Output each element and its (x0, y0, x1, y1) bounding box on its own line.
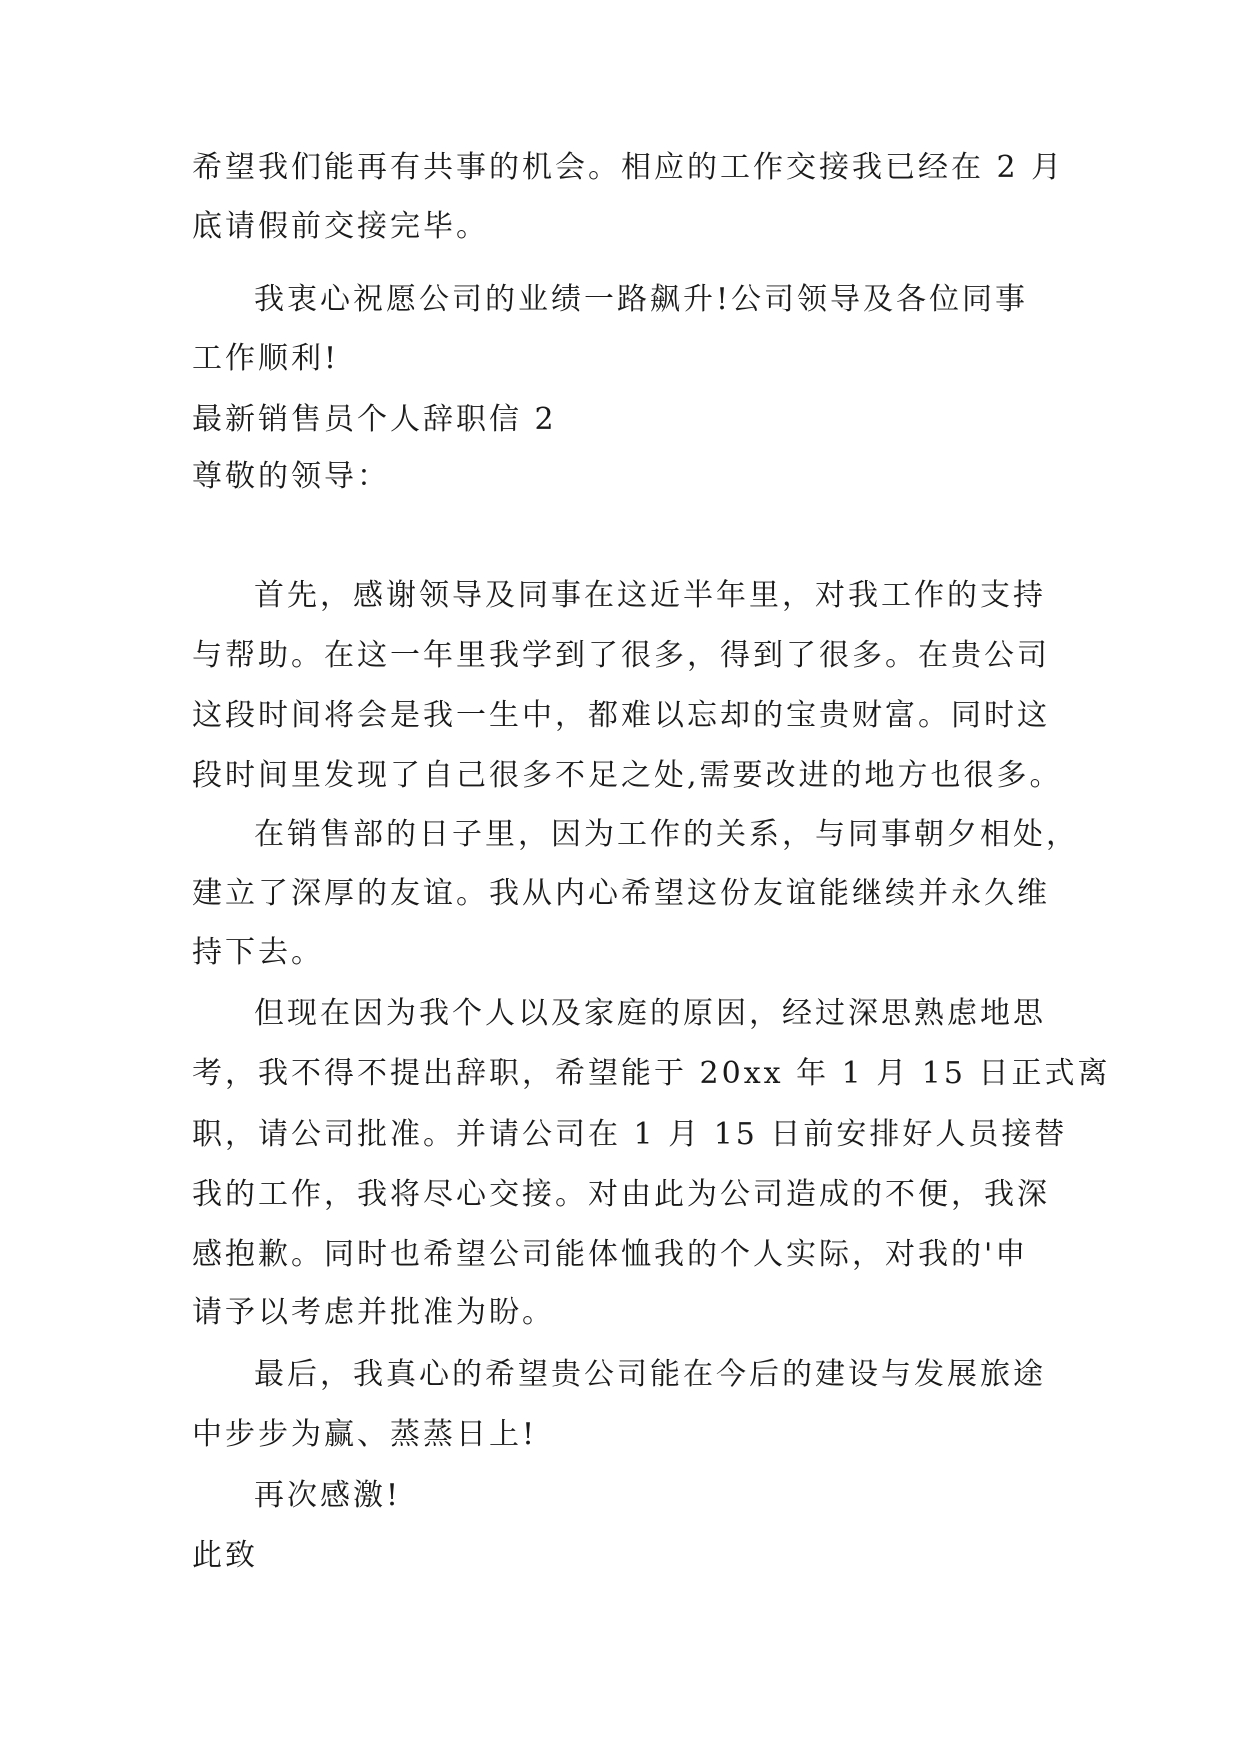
text-line: 在销售部的日子里，因为工作的关系，与同事朝夕相处， (254, 817, 1079, 852)
text-line: 底请假前交接完毕。 (192, 209, 489, 244)
text-line: 考，我不得不提出辞职，希望能于 20xx 年 1 月 15 日正式离 (192, 1056, 1111, 1091)
text-line: 工作顺利! (192, 341, 340, 376)
text-line: 首先，感谢领导及同事在这近半年里，对我工作的支持 (254, 578, 1046, 613)
text-line: 持下去。 (192, 935, 324, 970)
text-line: 段时间里发现了自己很多不足之处,需要改进的地方也很多。 (192, 758, 1063, 793)
text-line: 我的工作，我将尽心交接。对由此为公司造成的不便，我深 (192, 1177, 1050, 1212)
text-line: 中步步为赢、蒸蒸日上! (192, 1417, 538, 1452)
text-line: 职，请公司批准。并请公司在 1 月 15 日前安排好人员接替 (192, 1117, 1068, 1152)
text-line: 与帮助。在这一年里我学到了很多，得到了很多。在贵公司 (192, 638, 1050, 673)
section-title: 最新销售员个人辞职信 2 (192, 402, 557, 437)
text-line: 希望我们能再有共事的机会。相应的工作交接我已经在 2 月 (192, 150, 1065, 185)
text-line: 建立了深厚的友谊。我从内心希望这份友谊能继续并永久维 (192, 876, 1050, 911)
text-line: 这段时间将会是我一生中，都难以忘却的宝贵财富。同时这 (192, 698, 1050, 733)
text-line: 感抱歉。同时也希望公司能体恤我的个人实际，对我的'申 (192, 1237, 1029, 1272)
text-line: 但现在因为我个人以及家庭的原因，经过深思熟虑地思 (254, 996, 1046, 1031)
closing: 此致 (192, 1538, 258, 1573)
text-line: 我衷心祝愿公司的业绩一路飙升!公司领导及各位同事 (254, 282, 1029, 317)
text-line: 再次感激! (254, 1478, 402, 1513)
text-line: 最后，我真心的希望贵公司能在今后的建设与发展旅途 (254, 1357, 1046, 1392)
text-line: 请予以考虑并批准为盼。 (192, 1295, 555, 1330)
salutation: 尊敬的领导： (192, 459, 390, 494)
